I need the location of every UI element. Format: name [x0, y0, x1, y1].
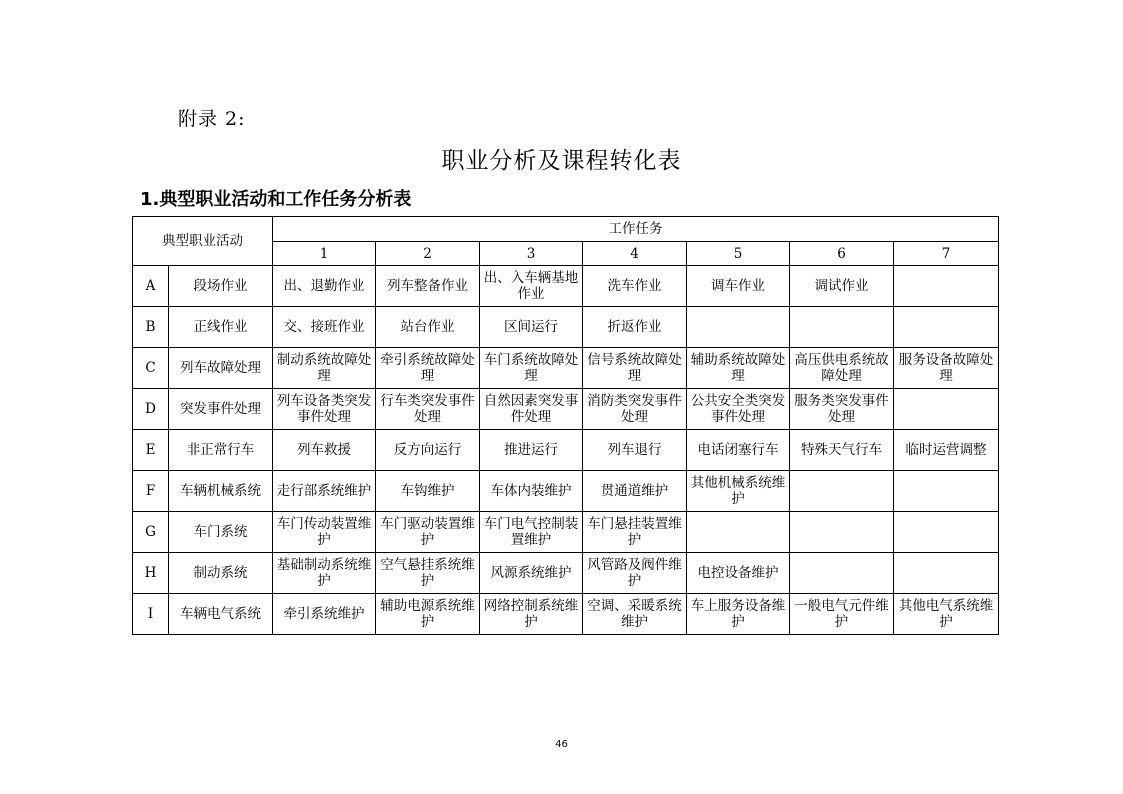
- task-cell: [790, 307, 894, 348]
- activity-cell: 制动系统: [169, 553, 273, 594]
- task-cell: 辅助系统故障处理: [687, 348, 790, 389]
- task-cell: [687, 512, 790, 553]
- task-cell: 折返作业: [583, 307, 687, 348]
- page-number: 46: [555, 739, 568, 750]
- table-row: [133, 553, 999, 594]
- task-cell: 一般电气元件维护: [790, 594, 894, 635]
- row-code: H: [133, 553, 169, 594]
- task-cell: 电话闭塞行车: [687, 430, 790, 471]
- row-code: E: [133, 430, 169, 471]
- task-cell: 牵引系统故障处理: [376, 348, 480, 389]
- task-cell: 站台作业: [376, 307, 480, 348]
- activity-cell: 突发事件处理: [169, 389, 273, 430]
- table-row: [133, 430, 999, 471]
- task-cell: [894, 512, 999, 553]
- task-cell: 高压供电系统故障处理: [790, 348, 894, 389]
- row-code: B: [133, 307, 169, 348]
- task-cell: 基础制动系统维护: [273, 553, 376, 594]
- table-row: [133, 512, 999, 553]
- activity-cell: 车辆机械系统: [169, 471, 273, 512]
- task-cell: 走行部系统维护: [273, 471, 376, 512]
- task-cell: 车门传动装置维护: [273, 512, 376, 553]
- task-cell: 列车退行: [583, 430, 687, 471]
- row-code: F: [133, 471, 169, 512]
- row-code: C: [133, 348, 169, 389]
- page-title: 职业分析及课程转化表: [441, 148, 682, 174]
- task-number-cell: 3: [480, 242, 583, 266]
- task-cell: 空调、采暖系统维护: [583, 594, 687, 635]
- task-cell: [894, 471, 999, 512]
- table-row: [133, 471, 999, 512]
- task-cell: 其他机械系统维护: [687, 471, 790, 512]
- table-row: [133, 389, 999, 430]
- task-cell: [790, 471, 894, 512]
- task-cell: 风管路及阀件维护: [583, 553, 687, 594]
- task-number-cell: 2: [376, 242, 480, 266]
- activity-cell: 列车故障处理: [169, 348, 273, 389]
- table-row: [133, 266, 999, 307]
- row-code: G: [133, 512, 169, 553]
- activity-cell: 正线作业: [169, 307, 273, 348]
- task-cell: 出、退勤作业: [273, 266, 376, 307]
- task-cell: [790, 553, 894, 594]
- analysis-table: [132, 216, 999, 635]
- section-title: 1.典型职业活动和工作任务分析表: [140, 189, 412, 210]
- task-cell: 区间运行: [480, 307, 583, 348]
- task-header: 工作任务: [273, 217, 999, 242]
- task-cell: 辅助电源系统维护: [376, 594, 480, 635]
- task-number-cell: 6: [790, 242, 894, 266]
- task-cell: 车上服务设备维护: [687, 594, 790, 635]
- task-cell: 车门电气控制装置维护: [480, 512, 583, 553]
- task-cell: 行车类突发事件处理: [376, 389, 480, 430]
- task-cell: 服务类突发事件处理: [790, 389, 894, 430]
- table-row: [133, 348, 999, 389]
- task-cell: [894, 266, 999, 307]
- task-cell: 调车作业: [687, 266, 790, 307]
- task-cell: 电控设备维护: [687, 553, 790, 594]
- activity-cell: 非正常行车: [169, 430, 273, 471]
- row-code: A: [133, 266, 169, 307]
- header-row: [133, 217, 999, 242]
- task-cell: 推进运行: [480, 430, 583, 471]
- task-cell: 调试作业: [790, 266, 894, 307]
- task-cell: 列车整备作业: [376, 266, 480, 307]
- task-number-cell: 7: [894, 242, 999, 266]
- task-cell: [894, 553, 999, 594]
- task-cell: 列车救援: [273, 430, 376, 471]
- task-cell: 列车设备类突发事件处理: [273, 389, 376, 430]
- task-cell: 制动系统故障处理: [273, 348, 376, 389]
- task-number-cell: 5: [687, 242, 790, 266]
- task-number-cell: 1: [273, 242, 376, 266]
- task-cell: [687, 307, 790, 348]
- task-cell: 车门悬挂装置维护: [583, 512, 687, 553]
- task-cell: 车体内装维护: [480, 471, 583, 512]
- task-cell: 反方向运行: [376, 430, 480, 471]
- task-cell: 贯通道维护: [583, 471, 687, 512]
- task-cell: 车门系统故障处理: [480, 348, 583, 389]
- task-cell: 车门驱动装置维护: [376, 512, 480, 553]
- task-cell: [894, 307, 999, 348]
- task-cell: 特殊天气行车: [790, 430, 894, 471]
- task-cell: 网络控制系统维护: [480, 594, 583, 635]
- task-cell: 消防类突发事件处理: [583, 389, 687, 430]
- task-cell: 车钩维护: [376, 471, 480, 512]
- task-number-cell: 4: [583, 242, 687, 266]
- row-code: D: [133, 389, 169, 430]
- task-cell: 出、入车辆基地作业: [480, 266, 583, 307]
- task-cell: 空气悬挂系统维护: [376, 553, 480, 594]
- task-cell: [894, 389, 999, 430]
- task-cell: 交、接班作业: [273, 307, 376, 348]
- activity-cell: 车门系统: [169, 512, 273, 553]
- appendix-label: 附录 2:: [178, 108, 246, 130]
- table-row: [133, 307, 999, 348]
- task-cell: 洗车作业: [583, 266, 687, 307]
- task-cell: 自然因素突发事件处理: [480, 389, 583, 430]
- task-cell: 牵引系统维护: [273, 594, 376, 635]
- activity-header: 典型职业活动: [133, 217, 273, 266]
- task-cell: 临时运营调整: [894, 430, 999, 471]
- row-code: I: [133, 594, 169, 635]
- table-row: [133, 594, 999, 635]
- task-cell: 风源系统维护: [480, 553, 583, 594]
- activity-cell: 车辆电气系统: [169, 594, 273, 635]
- task-cell: 其他电气系统维护: [894, 594, 999, 635]
- activity-cell: 段场作业: [169, 266, 273, 307]
- task-cell: [790, 512, 894, 553]
- task-cell: 信号系统故障处理: [583, 348, 687, 389]
- task-cell: 服务设备故障处理: [894, 348, 999, 389]
- task-cell: 公共安全类突发事件处理: [687, 389, 790, 430]
